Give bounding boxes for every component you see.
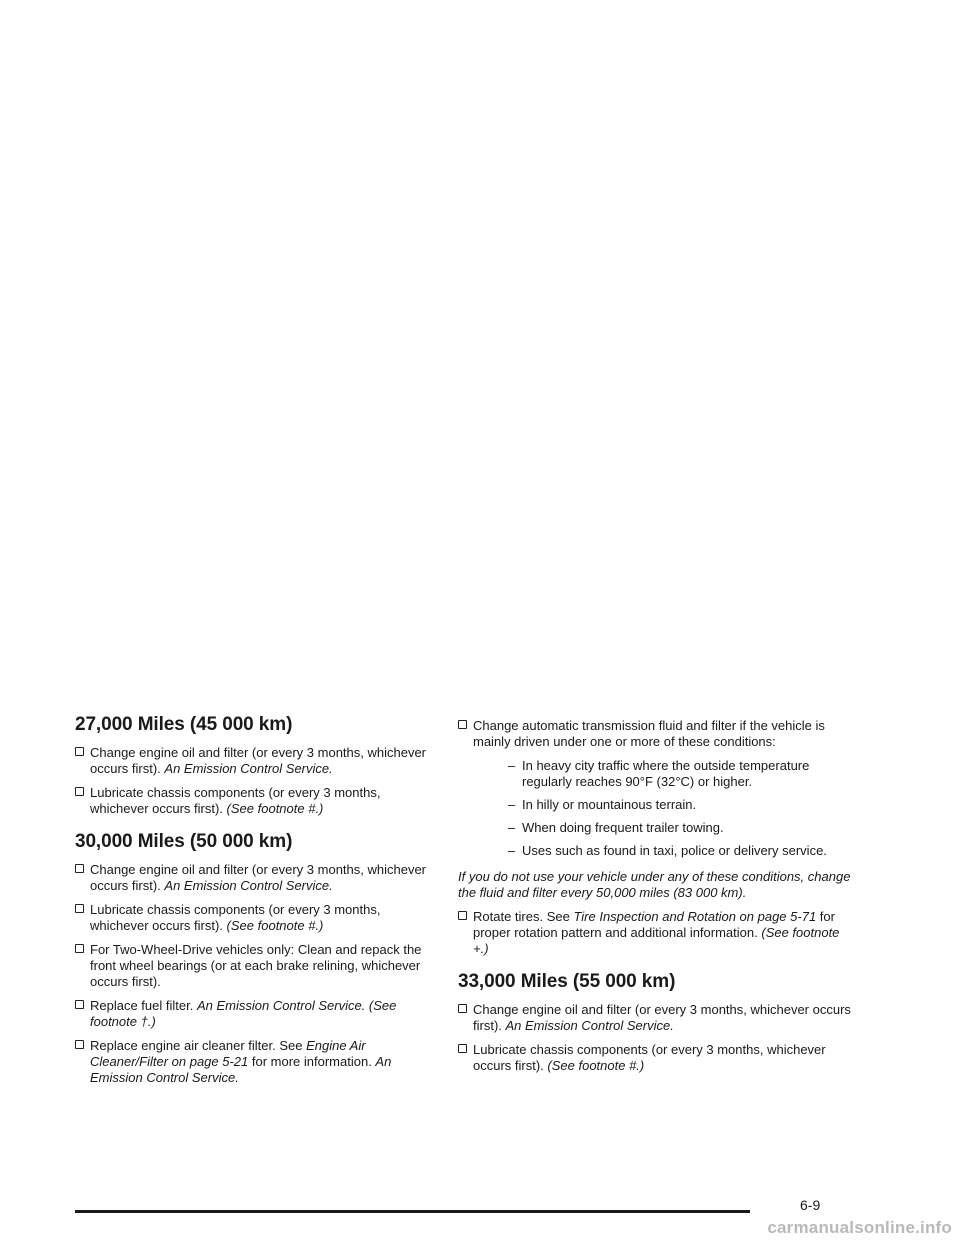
item-reference: (See footnote #.): [226, 918, 324, 933]
item-text: Lubricate chassis components (or every 3 months, whichever occurs first).: [90, 785, 381, 816]
item-reference: An Emission Control Service.: [164, 878, 333, 893]
checkbox-icon: [458, 911, 467, 920]
list-item: [75, 998, 440, 1030]
list-item: [458, 1042, 858, 1074]
list-item-transmission: [458, 718, 858, 750]
item-reference: An Emission Control Service.: [505, 1018, 674, 1033]
list-27000: [75, 745, 440, 817]
list-item: [75, 902, 440, 934]
item-text: for more information.: [248, 1054, 376, 1069]
list-33000: [458, 1002, 858, 1074]
list-item: [75, 1038, 440, 1086]
item-reference: (See footnote #.): [226, 801, 324, 816]
item-text: Replace fuel filter.: [90, 998, 197, 1013]
checkbox-icon: [75, 1040, 84, 1049]
checkbox-icon: [75, 787, 84, 796]
checkbox-icon: [75, 1000, 84, 1009]
heading-33000-miles: 33,000 Miles (55 000 km): [458, 971, 676, 992]
dash-bullet: –: [508, 797, 516, 812]
list-30000: [75, 862, 440, 1086]
item-text: Replace engine air cleaner filter. See: [90, 1038, 307, 1053]
conditions-list: [458, 758, 858, 859]
item-text: Change engine oil and filter (or every 3 months, whichever occurs first).: [473, 1002, 851, 1033]
item-reference: Tire Inspection and Rotation on page 5-71: [573, 909, 817, 924]
dash-bullet: –: [508, 758, 516, 773]
page-number: 6-9: [800, 1197, 821, 1213]
checkbox-icon: [458, 720, 467, 729]
list-item: [75, 862, 440, 894]
item-text: Change engine oil and filter (or every 3 months, whichever occurs first).: [90, 862, 427, 893]
right-column: [458, 718, 858, 1082]
condition-text: When doing frequent trailer towing.: [522, 820, 724, 835]
checkbox-icon: [75, 944, 84, 953]
list-item: [75, 745, 440, 777]
condition-item: [458, 797, 858, 813]
item-reference: An Emission Control Service. (See footnote †.): [90, 998, 397, 1029]
list-item: [75, 785, 440, 817]
item-reference: (See footnote +.): [473, 925, 840, 956]
condition-text: In hilly or mountainous terrain.: [522, 797, 697, 812]
item-text: Change engine oil and filter (or every 3 months, whichever occurs first).: [90, 745, 427, 776]
item-text: For Two-Wheel-Drive vehicles only: Clean and repack the front wheel bearings (or at each brake relining, whichever occurs first).: [90, 942, 422, 989]
checkbox-icon: [458, 1044, 467, 1053]
item-reference: Engine Air Cleaner/Filter on page 5-21: [90, 1038, 366, 1069]
item-text: Change automatic transmission fluid and filter if the vehicle is mainly driven under one or more of these conditions:: [473, 718, 825, 749]
condition-item: [458, 758, 858, 790]
dash-bullet: –: [508, 843, 516, 858]
heading-27000-miles: 27,000 Miles (45 000 km): [75, 714, 293, 735]
heading-30000-miles: 30,000 Miles (50 000 km): [75, 831, 293, 852]
dash-bullet: –: [508, 820, 516, 835]
condition-item: [458, 820, 858, 836]
left-column: [75, 714, 440, 1094]
condition-item: [458, 843, 858, 859]
checkbox-icon: [75, 864, 84, 873]
item-reference: An Emission Control Service.: [90, 1054, 392, 1085]
checkbox-icon: [75, 904, 84, 913]
watermark: carmanualsonline.info: [767, 1218, 952, 1237]
list-item-rotate-tires: [458, 909, 858, 957]
checkbox-icon: [458, 1004, 467, 1013]
list-item: [458, 909, 858, 957]
item-text: Rotate tires. See: [473, 909, 574, 924]
list-item: [458, 1002, 858, 1034]
item-text: Lubricate chassis components (or every 3 months, whichever occurs first).: [90, 902, 381, 933]
fluid-note: If you do not use your vehicle under any of these conditions, change the fluid and filter every 50,000 miles (83 000 km).: [458, 869, 851, 900]
item-reference: (See footnote #.): [547, 1058, 645, 1073]
checkbox-icon: [75, 747, 84, 756]
condition-text: Uses such as found in taxi, police or delivery service.: [522, 843, 827, 858]
item-text: Lubricate chassis components (or every 3 months, whichever occurs first).: [473, 1042, 826, 1073]
item-text: for proper rotation pattern and additional information.: [473, 909, 835, 940]
item-reference: An Emission Control Service.: [164, 761, 333, 776]
footer-rule: [75, 1210, 750, 1213]
condition-text: In heavy city traffic where the outside temperature regularly reaches 90°F (32°C) or higher.: [522, 758, 810, 789]
list-item: [75, 942, 440, 990]
